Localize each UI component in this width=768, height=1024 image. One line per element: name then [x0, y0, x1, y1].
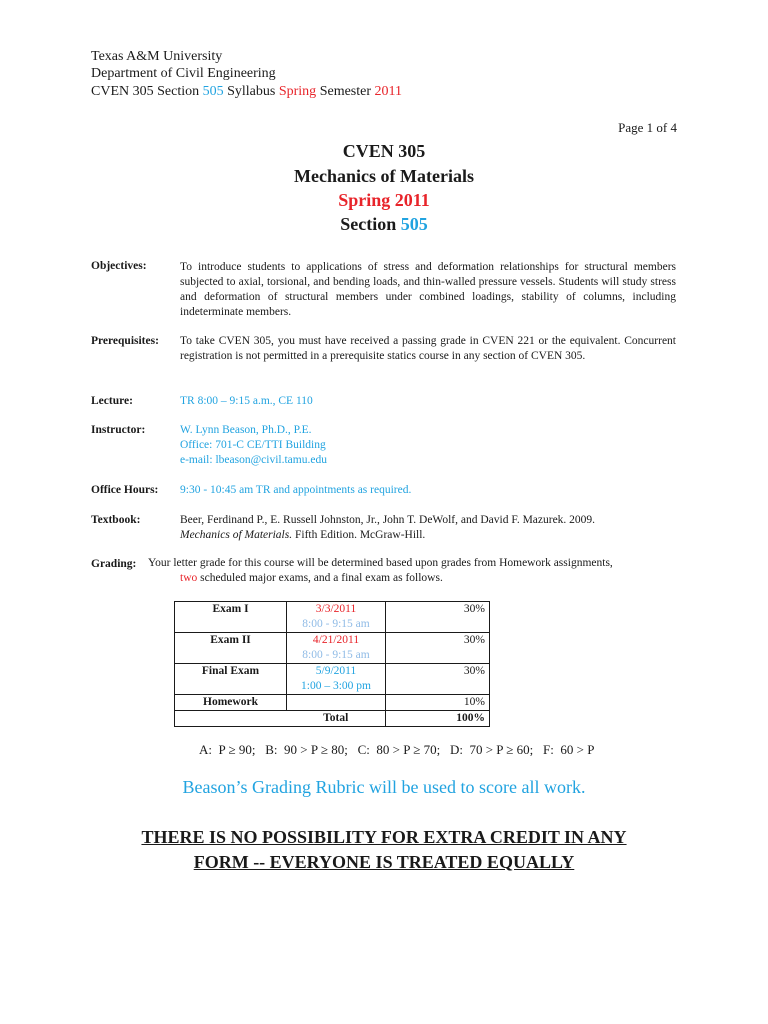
grading-rest: scheduled major exams, and a final exam as follows. [197, 572, 443, 584]
grade-date-cell [287, 602, 386, 633]
office-hours-text: 9:30 - 10:45 am TR and appointments as required. [180, 484, 412, 496]
notice-line-2: FORM -- EVERYONE IS TREATED EQUALLY [193, 852, 575, 872]
grading-text-line2 [180, 572, 443, 584]
objectives-text: To introduce students to applications of stress and deformation relationships for structural members subjected to axial, torsional, and bending loads, and thin-walled pressure vessels. Students will study stress and deformation of structural members under combined loadings, stability of columns, including indeterminate members. [180, 261, 676, 318]
grade-item: Homework [175, 695, 287, 711]
grading-two: two [180, 572, 198, 584]
instructor-office: Office: 701-C CE/TTI Building [180, 439, 326, 451]
lecture-text: TR 8:00 – 9:15 a.m., CE 110 [180, 395, 313, 407]
office-hours-label: Office Hours: [91, 484, 159, 496]
course-name: Mechanics of Materials [294, 166, 474, 186]
grade-date-cell [287, 633, 386, 664]
instructor-email[interactable]: e-mail: lbeason@civil.tamu.edu [180, 454, 327, 466]
grade-weight: 30% [386, 664, 490, 695]
objectives-label: Objectives: [91, 260, 147, 272]
lecture-label: Lecture: [91, 395, 133, 407]
course-section [0, 214, 768, 235]
grading-text-line1: Your letter grade for this course will be determined based upon grades from Homework assignments, [148, 557, 613, 569]
extra-credit-notice [0, 825, 768, 875]
header-section: 505 [202, 84, 224, 99]
grade-item: Exam I [175, 602, 287, 633]
textbook-edition: Fifth Edition. McGraw-Hill. [292, 529, 426, 541]
table-total-row [175, 711, 490, 727]
header-season: Spring [278, 84, 317, 99]
textbook-label: Textbook: [91, 514, 141, 526]
textbook-authors: Beer, Ferdinand P., E. Russell Johnston, Jr., John T. DeWolf, and David F. Mazurek. 2009. [180, 514, 596, 526]
header-year: 2011 [374, 84, 402, 99]
table-row [175, 602, 490, 633]
grade-date: 5/9/2011 [315, 665, 357, 677]
grade-table [174, 601, 490, 727]
textbook-title: Mechanics of Materials. [180, 529, 293, 541]
prerequisites-label: Prerequisites: [91, 335, 159, 347]
grade-date-cell [287, 664, 386, 695]
grade-time: 8:00 - 9:15 am [302, 618, 370, 630]
total-label: Total [287, 711, 386, 727]
page-number: Page 1 of 4 [618, 120, 677, 135]
table-row [175, 695, 490, 711]
grade-date: 3/3/2011 [315, 603, 357, 615]
instructor-label: Instructor: [91, 424, 146, 436]
table-row [175, 664, 490, 695]
grade-weight: 30% [386, 633, 490, 664]
grade-time: 8:00 - 9:15 am [302, 649, 370, 661]
grade-item: Final Exam [175, 664, 287, 695]
grade-scale: A: P ≥ 90; B: 90 > P ≥ 80; C: 80 > P ≥ 70; D: 70 > P ≥ 60; F: 60 > P [199, 742, 595, 757]
textbook-title-line [180, 528, 676, 543]
course-code-text: CVEN 305 [342, 141, 426, 161]
header-syllabus-text: Syllabus [223, 84, 279, 99]
grade-weight: 10% [386, 695, 490, 711]
header-semester-text: Semester [316, 84, 375, 99]
prerequisites-text: To take CVEN 305, you must have received a passing grade in CVEN 221 or the equivalent. Concurrent registration is not permitted in a prerequisite statics course in any section of CVEN 305. [180, 335, 676, 362]
grade-date-cell [287, 695, 386, 711]
instructor-name: W. Lynn Beason, Ph.D., P.E. [180, 424, 312, 436]
course-term: Spring 2011 [338, 190, 430, 210]
table-row [175, 633, 490, 664]
course-section-number: 505 [400, 214, 428, 234]
total-value: 100% [386, 711, 490, 727]
grade-item: Exam II [175, 633, 287, 664]
notice-line-1: THERE IS NO POSSIBILITY FOR EXTRA CREDIT IN ANY [141, 827, 627, 847]
grade-time: 1:00 – 3:00 pm [301, 680, 371, 692]
grade-date: 4/21/2011 [312, 634, 360, 646]
course-section-label: Section [340, 214, 401, 234]
header-university: Texas A&M University [91, 49, 223, 64]
header-course-text: CVEN 305 Section [91, 84, 203, 99]
rubric-note: Beason’s Grading Rubric will be used to score all work. [182, 777, 586, 797]
grade-weight: 30% [386, 602, 490, 633]
header-department: Department of Civil Engineering [91, 66, 276, 81]
header-course-line [91, 83, 402, 100]
grading-label: Grading: [91, 558, 137, 570]
course-code [0, 141, 768, 162]
